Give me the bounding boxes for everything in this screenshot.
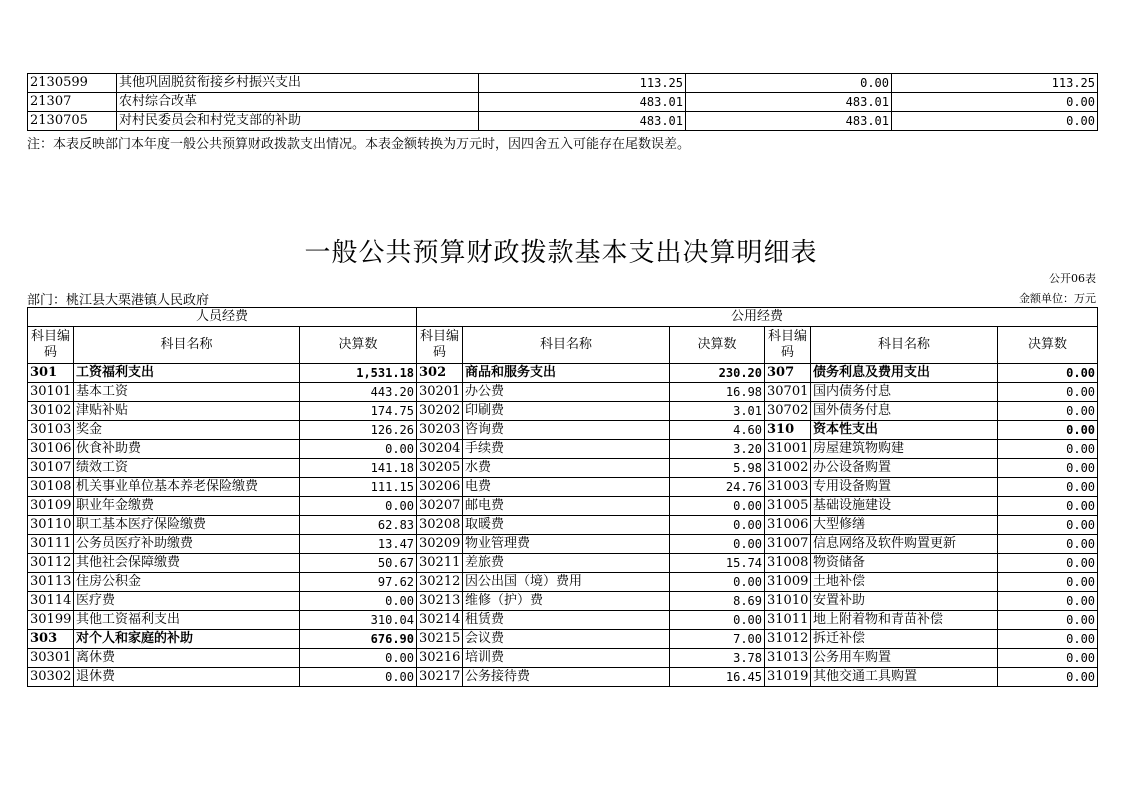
amount-cell: 483.01 [479, 93, 686, 112]
name-cell: 对村民委员会和村党支部的补助 [117, 112, 479, 131]
amount-cell: 0.00 [670, 497, 765, 516]
code-cell: 30204 [417, 440, 463, 459]
name-cell: 电费 [463, 478, 670, 497]
amount-cell: 0.00 [670, 535, 765, 554]
name-cell: 水费 [463, 459, 670, 478]
amount-cell: 0.00 [998, 516, 1098, 535]
code-cell: 31009 [765, 573, 811, 592]
code-cell: 31010 [765, 592, 811, 611]
code-cell: 303 [28, 630, 74, 649]
amount-header: 决算数 [300, 327, 417, 364]
name-cell: 取暖费 [463, 516, 670, 535]
code-cell: 31003 [765, 478, 811, 497]
amount-cell: 3.20 [670, 440, 765, 459]
table-row [28, 440, 1098, 459]
code-cell: 31001 [765, 440, 811, 459]
name-cell: 公务用车购置 [811, 649, 998, 668]
name-cell: 印刷费 [463, 402, 670, 421]
amount-cell: 0.00 [300, 649, 417, 668]
code-cell: 30214 [417, 611, 463, 630]
name-cell: 绩效工资 [74, 459, 300, 478]
code-cell: 30702 [765, 402, 811, 421]
table-row [28, 402, 1098, 421]
code-header: 科目编码 [417, 327, 463, 364]
name-cell: 债务利息及费用支出 [811, 364, 998, 383]
code-cell: 307 [765, 364, 811, 383]
amount-cell: 0.00 [998, 573, 1098, 592]
table-row [28, 611, 1098, 630]
unit-label: 金额单位：万元 [1019, 292, 1096, 305]
name-header: 科目名称 [463, 327, 670, 364]
department-label: 部门：桃江县大栗港镇人民政府 [27, 293, 210, 308]
code-cell: 301 [28, 364, 74, 383]
amount-cell: 0.00 [998, 535, 1098, 554]
name-cell: 工资福利支出 [74, 364, 300, 383]
amount-cell: 0.00 [686, 74, 892, 93]
code-cell: 30112 [28, 554, 74, 573]
amount-cell: 230.20 [670, 364, 765, 383]
name-cell: 津贴补贴 [74, 402, 300, 421]
amount-cell: 111.15 [300, 478, 417, 497]
amount-cell: 0.00 [998, 402, 1098, 421]
code-header: 科目编码 [765, 327, 811, 364]
name-cell: 邮电费 [463, 497, 670, 516]
amount-cell: 0.00 [998, 383, 1098, 402]
name-cell: 其他交通工具购置 [811, 668, 998, 687]
name-cell: 基本工资 [74, 383, 300, 402]
amount-cell: 16.45 [670, 668, 765, 687]
amount-cell: 24.76 [670, 478, 765, 497]
code-cell: 31007 [765, 535, 811, 554]
name-cell: 安置补助 [811, 592, 998, 611]
amount-cell: 0.00 [998, 668, 1098, 687]
expenditure-detail-table [27, 307, 1098, 687]
amount-header: 决算数 [670, 327, 765, 364]
code-cell: 302 [417, 364, 463, 383]
amount-cell: 0.00 [998, 440, 1098, 459]
code-cell: 31011 [765, 611, 811, 630]
page-title: 一般公共预算财政拨款基本支出决算明细表 [304, 238, 818, 268]
name-cell: 机关事业单位基本养老保险缴费 [74, 478, 300, 497]
amount-header: 决算数 [998, 327, 1098, 364]
table-row [28, 112, 1098, 131]
name-cell: 物业管理费 [463, 535, 670, 554]
code-cell: 30208 [417, 516, 463, 535]
code-cell: 30108 [28, 478, 74, 497]
name-cell: 因公出国（境）费用 [463, 573, 670, 592]
name-cell: 奖金 [74, 421, 300, 440]
name-cell: 国外债务付息 [811, 402, 998, 421]
name-cell: 资本性支出 [811, 421, 998, 440]
code-cell: 30215 [417, 630, 463, 649]
name-cell: 房屋建筑物购建 [811, 440, 998, 459]
amount-cell: 1,531.18 [300, 364, 417, 383]
amount-cell: 0.00 [998, 459, 1098, 478]
table-row [28, 421, 1098, 440]
name-cell: 农村综合改革 [117, 93, 479, 112]
code-cell: 31012 [765, 630, 811, 649]
name-cell: 其他社会保障缴费 [74, 554, 300, 573]
name-cell: 公务员医疗补助缴费 [74, 535, 300, 554]
code-cell: 2130599 [28, 74, 117, 93]
name-cell: 拆迁补偿 [811, 630, 998, 649]
name-cell: 手续费 [463, 440, 670, 459]
amount-cell: 0.00 [300, 497, 417, 516]
code-cell: 30110 [28, 516, 74, 535]
amount-cell: 483.01 [686, 93, 892, 112]
amount-cell: 0.00 [998, 497, 1098, 516]
table-row [28, 592, 1098, 611]
code-cell: 31013 [765, 649, 811, 668]
amount-cell: 0.00 [998, 554, 1098, 573]
name-cell: 职工基本医疗保险缴费 [74, 516, 300, 535]
code-cell: 30111 [28, 535, 74, 554]
amount-cell: 0.00 [998, 592, 1098, 611]
name-cell: 专用设备购置 [811, 478, 998, 497]
table-row [28, 535, 1098, 554]
table-row [28, 573, 1098, 592]
amount-cell: 62.83 [300, 516, 417, 535]
name-cell: 医疗费 [74, 592, 300, 611]
code-cell: 310 [765, 421, 811, 440]
name-cell: 办公设备购置 [811, 459, 998, 478]
table-row [28, 649, 1098, 668]
code-cell: 30213 [417, 592, 463, 611]
table-row [28, 93, 1098, 112]
table-row [28, 516, 1098, 535]
amount-cell: 310.04 [300, 611, 417, 630]
amount-cell: 0.00 [670, 611, 765, 630]
table-row [28, 630, 1098, 649]
code-cell: 30201 [417, 383, 463, 402]
code-cell: 21307 [28, 93, 117, 112]
code-cell: 30302 [28, 668, 74, 687]
name-cell: 维修（护）费 [463, 592, 670, 611]
amount-cell: 0.00 [670, 516, 765, 535]
code-cell: 30101 [28, 383, 74, 402]
amount-cell: 97.62 [300, 573, 417, 592]
name-cell: 办公费 [463, 383, 670, 402]
code-cell: 30212 [417, 573, 463, 592]
name-cell: 退休费 [74, 668, 300, 687]
amount-cell: 0.00 [998, 649, 1098, 668]
code-cell: 31008 [765, 554, 811, 573]
code-cell: 31005 [765, 497, 811, 516]
code-cell: 30207 [417, 497, 463, 516]
name-header: 科目名称 [74, 327, 300, 364]
table-row [28, 497, 1098, 516]
amount-cell: 3.78 [670, 649, 765, 668]
code-cell: 2130705 [28, 112, 117, 131]
amount-cell: 0.00 [998, 364, 1098, 383]
amount-cell: 3.01 [670, 402, 765, 421]
amount-cell: 5.98 [670, 459, 765, 478]
code-cell: 30205 [417, 459, 463, 478]
amount-cell: 443.20 [300, 383, 417, 402]
amount-cell: 16.98 [670, 383, 765, 402]
amount-cell: 15.74 [670, 554, 765, 573]
name-cell: 物资储备 [811, 554, 998, 573]
amount-cell: 0.00 [300, 592, 417, 611]
code-cell: 30113 [28, 573, 74, 592]
name-cell: 土地补偿 [811, 573, 998, 592]
amount-cell: 50.67 [300, 554, 417, 573]
amount-cell: 676.90 [300, 630, 417, 649]
amount-cell: 4.60 [670, 421, 765, 440]
amount-cell: 0.00 [892, 112, 1098, 131]
name-cell: 培训费 [463, 649, 670, 668]
code-cell: 30209 [417, 535, 463, 554]
previous-table-tail [27, 73, 1098, 131]
code-header: 科目编码 [28, 327, 74, 364]
name-cell: 其他巩固脱贫衔接乡村振兴支出 [117, 74, 479, 93]
name-cell: 国内债务付息 [811, 383, 998, 402]
amount-cell: 483.01 [686, 112, 892, 131]
code-cell: 31002 [765, 459, 811, 478]
code-cell: 30701 [765, 383, 811, 402]
name-cell: 住房公积金 [74, 573, 300, 592]
amount-cell: 0.00 [998, 421, 1098, 440]
amount-cell: 113.25 [479, 74, 686, 93]
table-row [28, 459, 1098, 478]
name-cell: 伙食补助费 [74, 440, 300, 459]
name-cell: 地上附着物和青苗补偿 [811, 611, 998, 630]
amount-cell: 0.00 [998, 611, 1098, 630]
name-cell: 信息网络及软件购置更新 [811, 535, 998, 554]
name-cell: 会议费 [463, 630, 670, 649]
table-row [28, 74, 1098, 93]
code-cell: 30217 [417, 668, 463, 687]
amount-cell: 0.00 [998, 478, 1098, 497]
code-cell: 30301 [28, 649, 74, 668]
code-cell: 30199 [28, 611, 74, 630]
name-cell: 差旅费 [463, 554, 670, 573]
amount-cell: 0.00 [300, 668, 417, 687]
table-row [28, 668, 1098, 687]
amount-cell: 174.75 [300, 402, 417, 421]
amount-cell: 0.00 [300, 440, 417, 459]
code-cell: 31006 [765, 516, 811, 535]
code-cell: 30106 [28, 440, 74, 459]
code-cell: 30109 [28, 497, 74, 516]
code-cell: 30107 [28, 459, 74, 478]
code-cell: 30211 [417, 554, 463, 573]
amount-cell: 0.00 [670, 573, 765, 592]
amount-cell: 483.01 [479, 112, 686, 131]
amount-cell: 141.18 [300, 459, 417, 478]
name-cell: 租赁费 [463, 611, 670, 630]
code-cell: 30206 [417, 478, 463, 497]
name-cell: 基础设施建设 [811, 497, 998, 516]
code-cell: 30103 [28, 421, 74, 440]
amount-cell: 0.00 [998, 630, 1098, 649]
table-row [28, 364, 1098, 383]
name-cell: 离休费 [74, 649, 300, 668]
code-cell: 30203 [417, 421, 463, 440]
name-cell: 大型修缮 [811, 516, 998, 535]
amount-cell: 113.25 [892, 74, 1098, 93]
public-header: 公用经费 [417, 308, 1098, 327]
amount-cell: 13.47 [300, 535, 417, 554]
amount-cell: 7.00 [670, 630, 765, 649]
amount-cell: 0.00 [892, 93, 1098, 112]
code-cell: 31019 [765, 668, 811, 687]
table-row [28, 383, 1098, 402]
table-row [28, 554, 1098, 573]
name-cell: 商品和服务支出 [463, 364, 670, 383]
code-cell: 30202 [417, 402, 463, 421]
table-row [28, 478, 1098, 497]
table-code: 公开06表 [1049, 272, 1096, 285]
code-cell: 30216 [417, 649, 463, 668]
table-note: 注：本表反映部门本年度一般公共预算财政拨款支出情况。本表金额转换为万元时，因四舍五入可能存在尾数误差。 [27, 137, 691, 152]
name-header: 科目名称 [811, 327, 998, 364]
name-cell: 咨询费 [463, 421, 670, 440]
amount-cell: 8.69 [670, 592, 765, 611]
amount-cell: 126.26 [300, 421, 417, 440]
personnel-header: 人员经费 [28, 308, 417, 327]
name-cell: 职业年金缴费 [74, 497, 300, 516]
code-cell: 30102 [28, 402, 74, 421]
name-cell: 对个人和家庭的补助 [74, 630, 300, 649]
name-cell: 其他工资福利支出 [74, 611, 300, 630]
name-cell: 公务接待费 [463, 668, 670, 687]
code-cell: 30114 [28, 592, 74, 611]
